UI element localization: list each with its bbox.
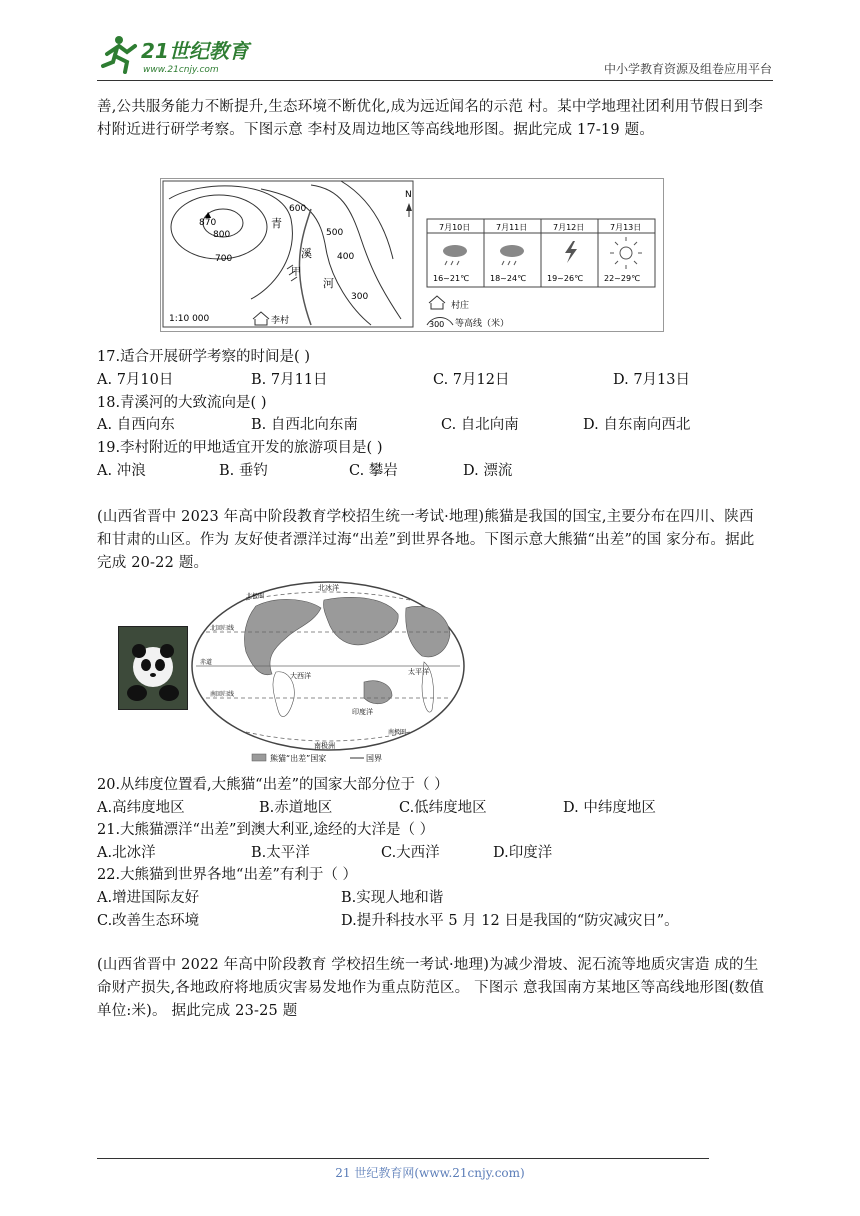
option-c: C.大西洋	[381, 845, 440, 861]
north-label: N	[405, 190, 412, 200]
peak-icon: ▲	[205, 210, 212, 219]
question-20: 20.从纬度位置看,大熊猫“出差”的国家大部分位于（ ）	[97, 777, 449, 793]
weather-panel	[427, 219, 655, 287]
legend-country: 熊猫“出差”国家	[270, 754, 327, 763]
map-label-he: 河	[323, 277, 334, 290]
option-b: B.实现人地和谐	[341, 890, 444, 906]
header-divider	[97, 80, 773, 81]
cloud-rain-icon	[443, 245, 467, 265]
question-21: 21.大熊猫漂洋“出差”到澳大利亚,途经的大洋是（ ）	[97, 822, 435, 838]
option-a: A. 冲浪	[97, 463, 146, 479]
question-22-options-row2	[97, 910, 767, 932]
legend-contour: 等高线（米）	[455, 319, 510, 329]
weather-temp: 19~26℃	[547, 274, 584, 283]
contour-label-800: 800	[213, 230, 231, 240]
option-a: A. 7月10日	[97, 372, 174, 388]
tropic-capricorn-label: 南回归线	[210, 691, 235, 698]
question-21-options	[97, 842, 767, 864]
weather-date: 7月11日	[496, 223, 528, 232]
weather-temp: 18~24℃	[490, 274, 527, 283]
runner-icon	[103, 36, 135, 72]
question-22: 22.大熊猫到世界各地“出差”有利于（ ）	[97, 867, 357, 883]
contour-lines	[169, 181, 401, 325]
option-c: C. 自北向南	[441, 417, 519, 433]
question-18: 18.青溪河的大致流向是( )	[97, 395, 267, 411]
question-19: 19.李村附近的甲地适宜开发的旅游项目是( )	[97, 440, 383, 456]
footer-divider	[97, 1158, 709, 1159]
antarctic-circle-label: 南极圈	[388, 729, 407, 736]
option-d: D.提升科技水平 5 月 12 日是我国的“防灾减灾日”。	[341, 913, 679, 929]
question-20-options	[97, 797, 767, 819]
question-18-options	[97, 414, 767, 436]
option-a: A.高纬度地区	[97, 800, 185, 816]
lightning-icon	[565, 241, 577, 263]
header-platform-text: 中小学教育资源及组卷应用平台	[603, 62, 772, 76]
question-19-options	[97, 460, 767, 482]
option-d: D. 漂流	[463, 463, 513, 479]
intro-paragraph-3: (山西省晋中 2022 年高中阶段教育 学校招生统一考试·地理)为减少滑坡、泥石流等地质灾害造 成的生命财产损失,各地政府将地质灾害易发地作为重点防范区。 下图示 意我国南方某地区等高线地形图(数值单位:米)。 据此完成 23-25 题	[97, 957, 765, 1019]
ocean-label-atlantic: 大西洋	[290, 672, 311, 680]
option-b: B. 7月11日	[251, 372, 328, 388]
river-line	[299, 209, 311, 325]
contour-label-600: 600	[289, 204, 307, 214]
weather-date: 7月13日	[610, 223, 642, 232]
option-d: D. 7月13日	[613, 372, 691, 388]
option-b: B. 自西北向东南	[251, 417, 358, 433]
option-c: C.低纬度地区	[399, 800, 487, 816]
contour-label-500: 500	[326, 228, 344, 238]
weather-temp: 16~21℃	[433, 274, 470, 283]
logo-url: www.21cnjy.com	[143, 65, 219, 75]
sun-icon	[610, 237, 642, 269]
option-c: C. 7月12日	[433, 372, 510, 388]
map-label-jia: 甲	[291, 267, 301, 278]
contour-label-400: 400	[337, 252, 355, 262]
question-17-options	[97, 369, 767, 391]
ocean-label-arctic: 北冰洋	[318, 584, 339, 592]
legend-village: 村庄	[451, 301, 470, 311]
ocean-label-pacific: 太平洋	[408, 668, 429, 676]
option-c: C. 攀岩	[349, 463, 398, 479]
equator-label: 赤道	[200, 659, 213, 666]
legend-border: 国界	[366, 754, 382, 763]
legend-contour-num: 300	[429, 320, 445, 329]
arctic-circle-label: 北极圈	[246, 593, 265, 600]
intro-paragraph-1: 善,公共服务能力不断提升,生态环境不断优化,成为远近闻名的示范 村。某中学地理社团利用节假日到李村附近进行研学考察。下图示意 李村及周边地区等高线地形图。据此完成 17-19 题。	[97, 99, 764, 138]
contour-label-300: 300	[351, 292, 369, 302]
north-arrow-icon	[406, 203, 412, 217]
map-label-qing: 青	[271, 217, 282, 230]
intro-paragraph-2: (山西省晋中 2023 年高中阶段教育学校招生统一考试·地理)熊猫是我国的国宝,主要分布在四川、陕西和甘肃的山区。作为 友好使者漂洋过海“出差”到世界各地。下图示意大熊猫“出差”的国 家分布。据此完成 20-22 题。	[97, 509, 755, 571]
option-a: A.北冰洋	[97, 845, 156, 861]
tropic-cancer-label: 北回归线	[210, 625, 235, 632]
question-17: 17.适合开展研学考察的时间是( )	[97, 349, 310, 365]
question-22-options-row1	[97, 887, 767, 909]
legend-country-swatch	[252, 754, 266, 761]
site-logo	[97, 32, 257, 76]
cloud-rain-icon	[500, 245, 524, 265]
weather-date: 7月10日	[439, 223, 471, 232]
house-icon	[429, 296, 445, 309]
footer-text: 21 世纪教育网(www.21cnjy.com)	[335, 1166, 525, 1180]
option-b: B. 垂钓	[219, 463, 268, 479]
option-a: A.增进国际友好	[97, 890, 200, 906]
option-d: D. 中纬度地区	[563, 800, 656, 816]
logo-text: 21世纪教育	[141, 39, 249, 63]
contour-label-870: 870	[199, 218, 217, 228]
contour-map-figure	[160, 178, 664, 332]
panda-photo	[118, 626, 188, 710]
option-b: B.赤道地区	[259, 800, 333, 816]
antarctica-label: 南极洲	[314, 742, 335, 750]
option-d: D. 自东南向西北	[583, 417, 691, 433]
contour-label-700: 700	[215, 254, 233, 264]
ocean-label-indian: 印度洋	[352, 708, 373, 716]
option-a: A. 自西向东	[97, 417, 175, 433]
map-label-village: 李村	[271, 316, 290, 326]
house-icon	[253, 312, 269, 325]
world-map-figure	[186, 578, 470, 768]
option-c: C.改善生态环境	[97, 913, 200, 929]
weather-date: 7月12日	[553, 223, 585, 232]
map-scale: 1:10 000	[169, 314, 210, 324]
option-b: B.太平洋	[251, 845, 310, 861]
map-label-xi: 溪	[301, 247, 312, 260]
option-d: D.印度洋	[493, 845, 553, 861]
weather-temp: 22~29℃	[604, 274, 641, 283]
